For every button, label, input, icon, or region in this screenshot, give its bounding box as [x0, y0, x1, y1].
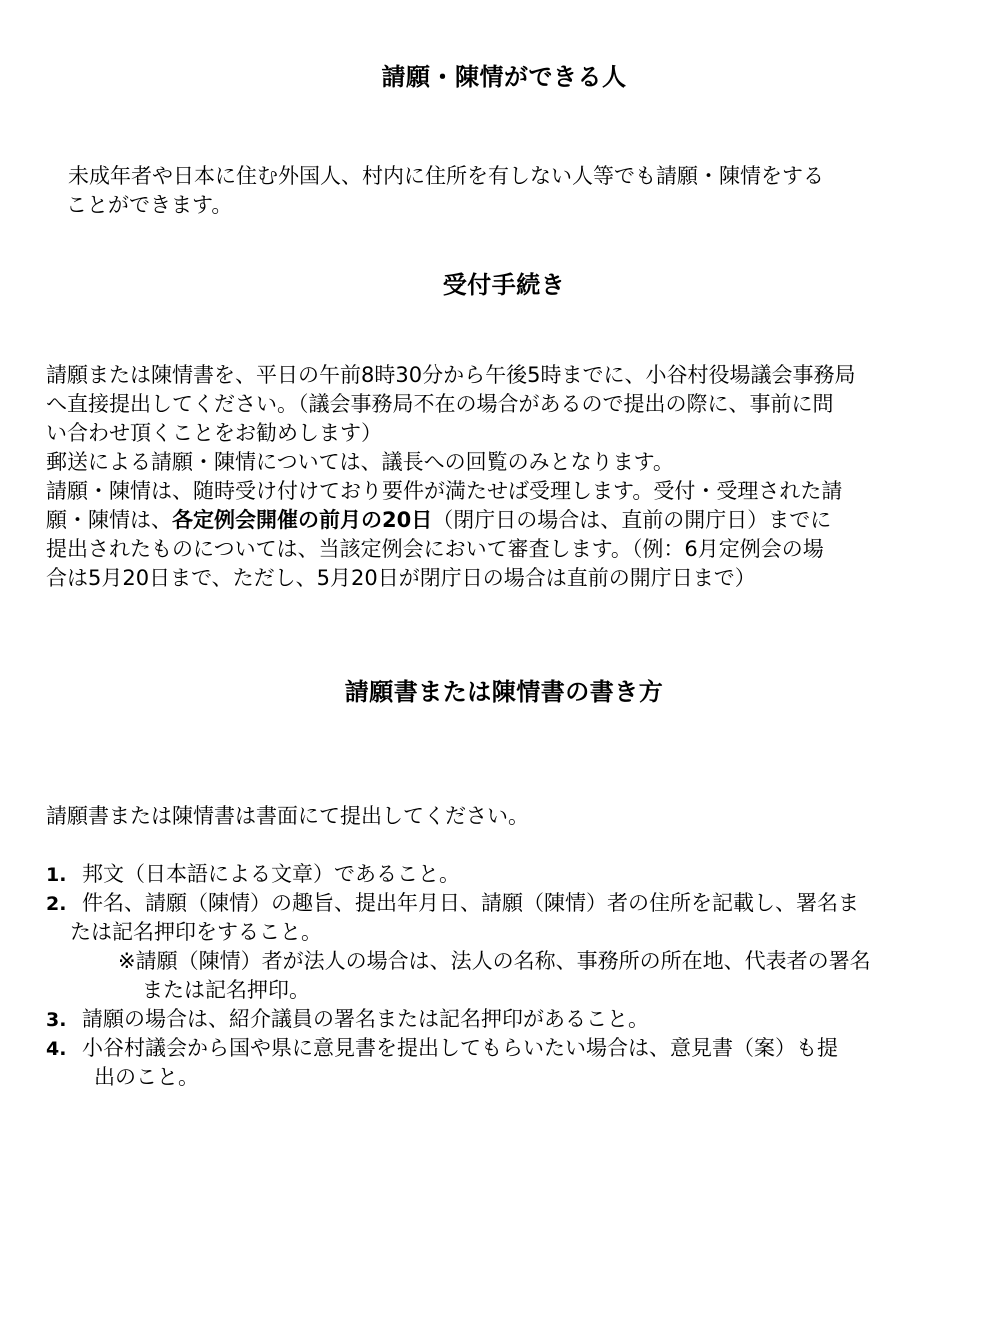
- deadline-emphasis: 各定例会開催の前月の20日: [172, 508, 433, 532]
- list-number: 2.: [46, 893, 67, 915]
- text-line: 合は5月20日まで、ただし、5月20日が閉庁日の場合は直前の開庁日まで）: [46, 566, 756, 590]
- text-line: 提出されたものについては、当該定例会において審査します。（例：6月定例会の場: [46, 537, 824, 561]
- note-text: ※請願（陳情）者が法人の場合は、法人の名称、事務所の所在地、代表者の署名: [118, 949, 871, 973]
- list-text: 出のこと。: [94, 1065, 199, 1089]
- heading-who-can-petition: 請願・陳情ができる人: [381, 63, 627, 91]
- text-line: い合わせ頂くことをお勧めします）: [46, 421, 382, 445]
- list-text: 件名、請願（陳情）の趣旨、提出年月日、請願（陳情）者の住所を記載し、署名ま: [82, 891, 859, 915]
- list-item: [46, 889, 871, 1005]
- heading-reception-procedure: 受付手続き: [442, 271, 566, 299]
- text-line: へ直接提出してください。（議会事務局不在の場合があるので提出の際に、事前に問: [46, 392, 834, 416]
- text-line: 未成年者や日本に住む外国人、村内に住所を有しない人等でも請願・陳情をする: [68, 164, 824, 188]
- list-text: 邦文（日本語による文章）であること。: [82, 862, 460, 886]
- note-text: または記名押印。: [142, 978, 310, 1002]
- list-number: 1.: [46, 864, 67, 886]
- list-item: [46, 860, 871, 889]
- heading-how-to-write: 請願書または陳情書の書き方: [344, 678, 664, 706]
- intro-how-to-write: 請願書または陳情書は書面にて提出してください。: [46, 804, 529, 828]
- requirements-list: [46, 860, 871, 1092]
- text-fragment: 願・陳情は、: [46, 508, 172, 532]
- text-line: 郵送による請願・陳情については、議長への回覧のみとなります。: [46, 450, 674, 474]
- text-line-with-deadline: [46, 506, 855, 535]
- paragraph-who-can-petition: [68, 162, 824, 220]
- list-number: 3.: [46, 1009, 67, 1031]
- list-text: たは記名押印をすること。: [70, 920, 322, 944]
- list-item: [46, 1034, 871, 1092]
- text-fragment: （閉庁日の場合は、直前の開庁日）までに: [432, 508, 832, 532]
- text-line: ことができます。: [66, 193, 233, 217]
- text-line: 請願・陳情は、随時受け付けており要件が満たせば受理します。受付・受理された請: [46, 479, 843, 503]
- text-line: 請願または陳情書を、平日の午前8時30分から午後5時までに、小谷村役場議会事務局: [46, 363, 856, 387]
- list-text: 小谷村議会から国や県に意見書を提出してもらいたい場合は、意見書（案）も提: [82, 1036, 838, 1060]
- paragraph-reception-procedure: [46, 361, 855, 593]
- list-number: 4.: [46, 1038, 67, 1060]
- list-item: [46, 1005, 871, 1034]
- list-text: 請願の場合は、紹介議員の署名または記名押印があること。: [82, 1007, 649, 1031]
